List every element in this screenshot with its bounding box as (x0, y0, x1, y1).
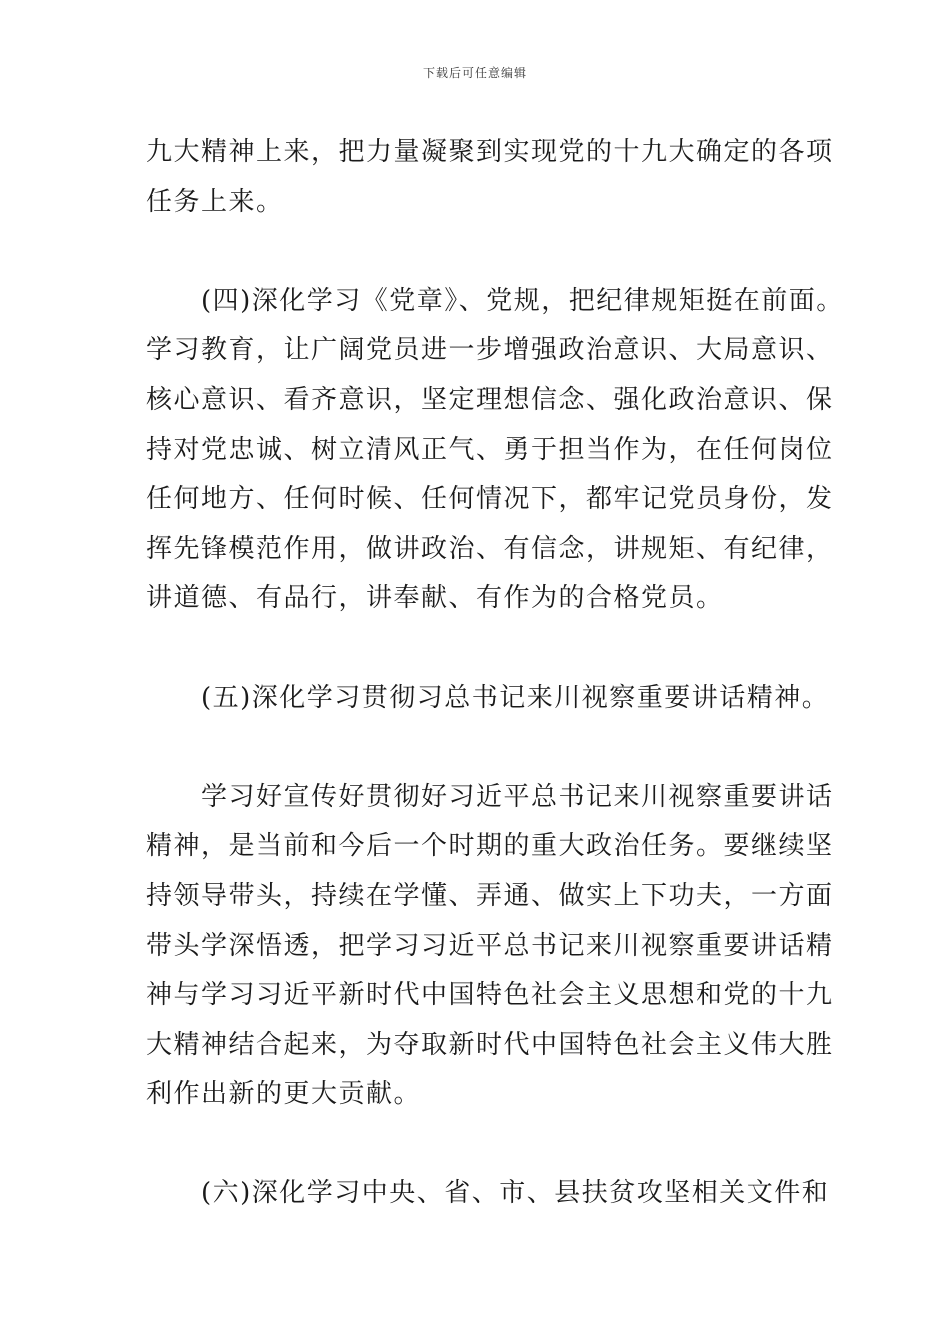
text-line: 带头学深悟透，把学习习近平总书记来川视察重要讲话精 (146, 930, 834, 961)
section-heading-five (146, 674, 830, 724)
page-header-note: 下载后可任意编辑 (422, 66, 527, 80)
text-line: 核心意识、看齐意识，坚定理想信念、强化政治意识、保 (146, 384, 834, 415)
text-line: 任务上来。 (146, 186, 284, 217)
text-line: 持领导带头，持续在学懂、弄通、做实上下功夫，一方面 (146, 880, 834, 911)
paragraph-gap (146, 227, 816, 277)
text-line: 学习好宣传好贯彻好习近平总书记来川视察重要讲话 (146, 781, 834, 812)
paragraph-gap (146, 1120, 816, 1170)
document-body (146, 128, 844, 1219)
paragraph-continuation (146, 128, 834, 227)
text-line: (四)深化学习《党章》、党规，把纪律规矩挺在前面。 (146, 285, 844, 316)
text-line: 持对党忠诚、树立清风正气、勇于担当作为，在任何岗位 (146, 434, 834, 465)
paragraph-gap (146, 624, 816, 674)
text-line: 神与学习习近平新时代中国特色社会主义思想和党的十九 (146, 980, 834, 1011)
paragraph-section-four (146, 277, 844, 624)
paragraph-section-five (146, 773, 834, 1120)
section-heading-six (146, 1169, 830, 1219)
text-line: (六)深化学习中央、省、市、县扶贫攻坚相关文件和 (146, 1178, 830, 1209)
text-line: 大精神结合起来，为夺取新时代中国特色社会主义伟大胜 (146, 1029, 834, 1060)
text-line: 九大精神上来，把力量凝聚到实现党的十九大确定的各项 (146, 137, 834, 167)
text-line: 讲道德、有品行，讲奉献、有作为的合格党员。 (146, 583, 724, 614)
text-line: 精神，是当前和今后一个时期的重大政治任务。要继续坚 (146, 831, 834, 862)
text-line: 利作出新的更大贡献。 (146, 1079, 422, 1110)
text-line: 学习教育，让广阔党员进一步增强政治意识、大局意识、 (146, 335, 834, 366)
text-line: 任何地方、任何时候、任何情况下，都牢记党员身份，发 (146, 484, 834, 515)
paragraph-gap (146, 723, 816, 773)
text-line: 挥先锋模范作用，做讲政治、有信念，讲规矩、有纪律， (146, 533, 834, 564)
text-line: (五)深化学习贯彻习总书记来川视察重要讲话精神。 (146, 682, 830, 713)
